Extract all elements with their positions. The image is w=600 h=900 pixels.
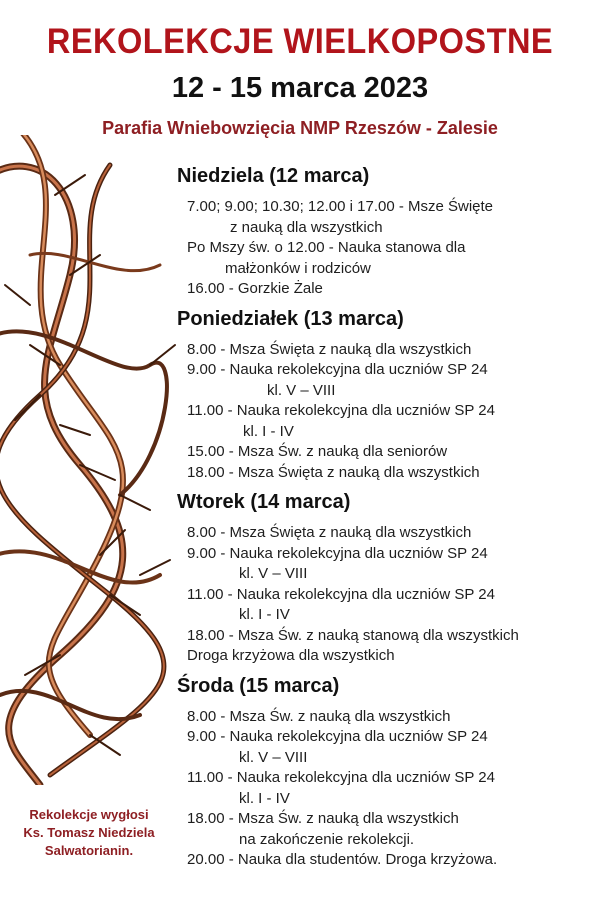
schedule-entry xyxy=(187,197,597,238)
entry-text: 9.00 - Nauka rekolekcyjna dla uczniów SP 24 xyxy=(187,544,488,562)
entry-text: 20.00 - Nauka dla studentów. Droga krzyżowa. xyxy=(187,851,498,868)
poster-title: REKOLEKCJE WIELKOPOSTNE xyxy=(46,22,554,61)
entry-text: 9.00 - Nauka rekolekcyjna dla uczniów SP 24 xyxy=(187,728,488,745)
schedule-entry xyxy=(187,646,597,667)
entry-text: 8.00 - Msza Święta z nauką dla wszystkich xyxy=(187,524,472,541)
entry-text: 8.00 - Msza Św. z nauką dla wszystkich xyxy=(187,707,451,725)
entry-text: 9.00 - Nauka rekolekcyjna dla uczniów SP 24 xyxy=(187,361,488,378)
schedule-entry xyxy=(187,442,597,463)
preacher-order: Salwatorianin. xyxy=(44,843,134,858)
schedule-entry xyxy=(187,238,597,279)
entry-continuation: kl. V – VIII xyxy=(267,381,336,399)
schedule-entry xyxy=(187,768,597,809)
entry-continuation: kl. I - IV xyxy=(239,606,290,623)
schedule-entry xyxy=(187,360,597,401)
schedule-entry xyxy=(187,850,597,871)
entry-text: 18.00 - Msza Święta z nauką dla wszystkich xyxy=(187,463,480,481)
preacher-note xyxy=(0,806,178,860)
entry-text: 18.00 - Msza Św. z nauką stanową dla wszystkich xyxy=(187,626,519,644)
schedule-entry xyxy=(187,401,597,442)
day-heading: Niedziela (12 marca) xyxy=(177,165,370,187)
day-tuesday xyxy=(177,487,597,671)
day-heading: Środa (15 marca) xyxy=(177,674,340,697)
entry-continuation: z nauką dla wszystkich xyxy=(230,218,383,236)
entry-continuation: kl. V – VIII xyxy=(239,748,308,766)
day-sunday xyxy=(177,161,597,304)
schedule-entry xyxy=(187,463,597,484)
day-monday xyxy=(177,304,597,488)
entry-continuation: kl. I - IV xyxy=(243,422,294,440)
entry-text: 15.00 - Msza Św. z nauką dla seniorów xyxy=(187,443,448,460)
schedule-entry xyxy=(187,626,597,647)
entry-continuation: kl. I - IV xyxy=(239,789,290,807)
day-heading: Wtorek (14 marca) xyxy=(177,491,351,513)
preacher-line: Rekolekcje wygłosi xyxy=(29,807,149,822)
schedule-entry xyxy=(187,809,597,850)
entry-continuation: kl. V – VIII xyxy=(239,565,308,582)
entry-text: 11.00 - Nauka rekolekcyjna dla uczniów SP 24 xyxy=(187,585,495,603)
entry-text: Droga krzyżowa dla wszystkich xyxy=(187,647,395,664)
schedule-entry xyxy=(187,544,597,585)
entry-text: Po Mszy św. o 12.00 - Nauka stanowa dla xyxy=(187,239,466,256)
entry-text: 16.00 - Gorzkie Żale xyxy=(187,280,323,297)
entry-text: 11.00 - Nauka rekolekcyjna dla uczniów SP 24 xyxy=(187,402,495,419)
day-wednesday xyxy=(177,671,597,875)
preacher-name: Ks. Tomasz Niedziela xyxy=(23,825,155,840)
entry-text: 7.00; 9.00; 10.30; 12.00 i 17.00 - Msze Święte xyxy=(187,198,494,215)
schedule xyxy=(177,161,597,875)
entry-text: 8.00 - Msza Święta z nauką dla wszystkich xyxy=(187,340,472,358)
event-dates: 12 - 15 marca 2023 xyxy=(171,72,429,104)
parish-name: Parafia Wniebowzięcia NMP Rzeszów - Zalesie xyxy=(102,118,498,138)
entry-continuation: na zakończenie rekolekcji. xyxy=(239,830,415,848)
schedule-entry xyxy=(187,340,597,361)
schedule-entry xyxy=(187,279,597,300)
entry-continuation: małżonków i rodziców xyxy=(225,259,371,277)
entry-text: 18.00 - Msza Św. z nauką dla wszystkich xyxy=(187,810,459,827)
entry-text: 11.00 - Nauka rekolekcyjna dla uczniów SP 24 xyxy=(187,769,495,786)
schedule-entry xyxy=(187,523,597,544)
schedule-entry xyxy=(187,727,597,768)
schedule-entry xyxy=(187,707,597,728)
day-heading: Poniedziałek (13 marca) xyxy=(177,307,404,330)
crown-of-thorns-icon xyxy=(0,135,200,785)
schedule-entry xyxy=(187,585,597,626)
